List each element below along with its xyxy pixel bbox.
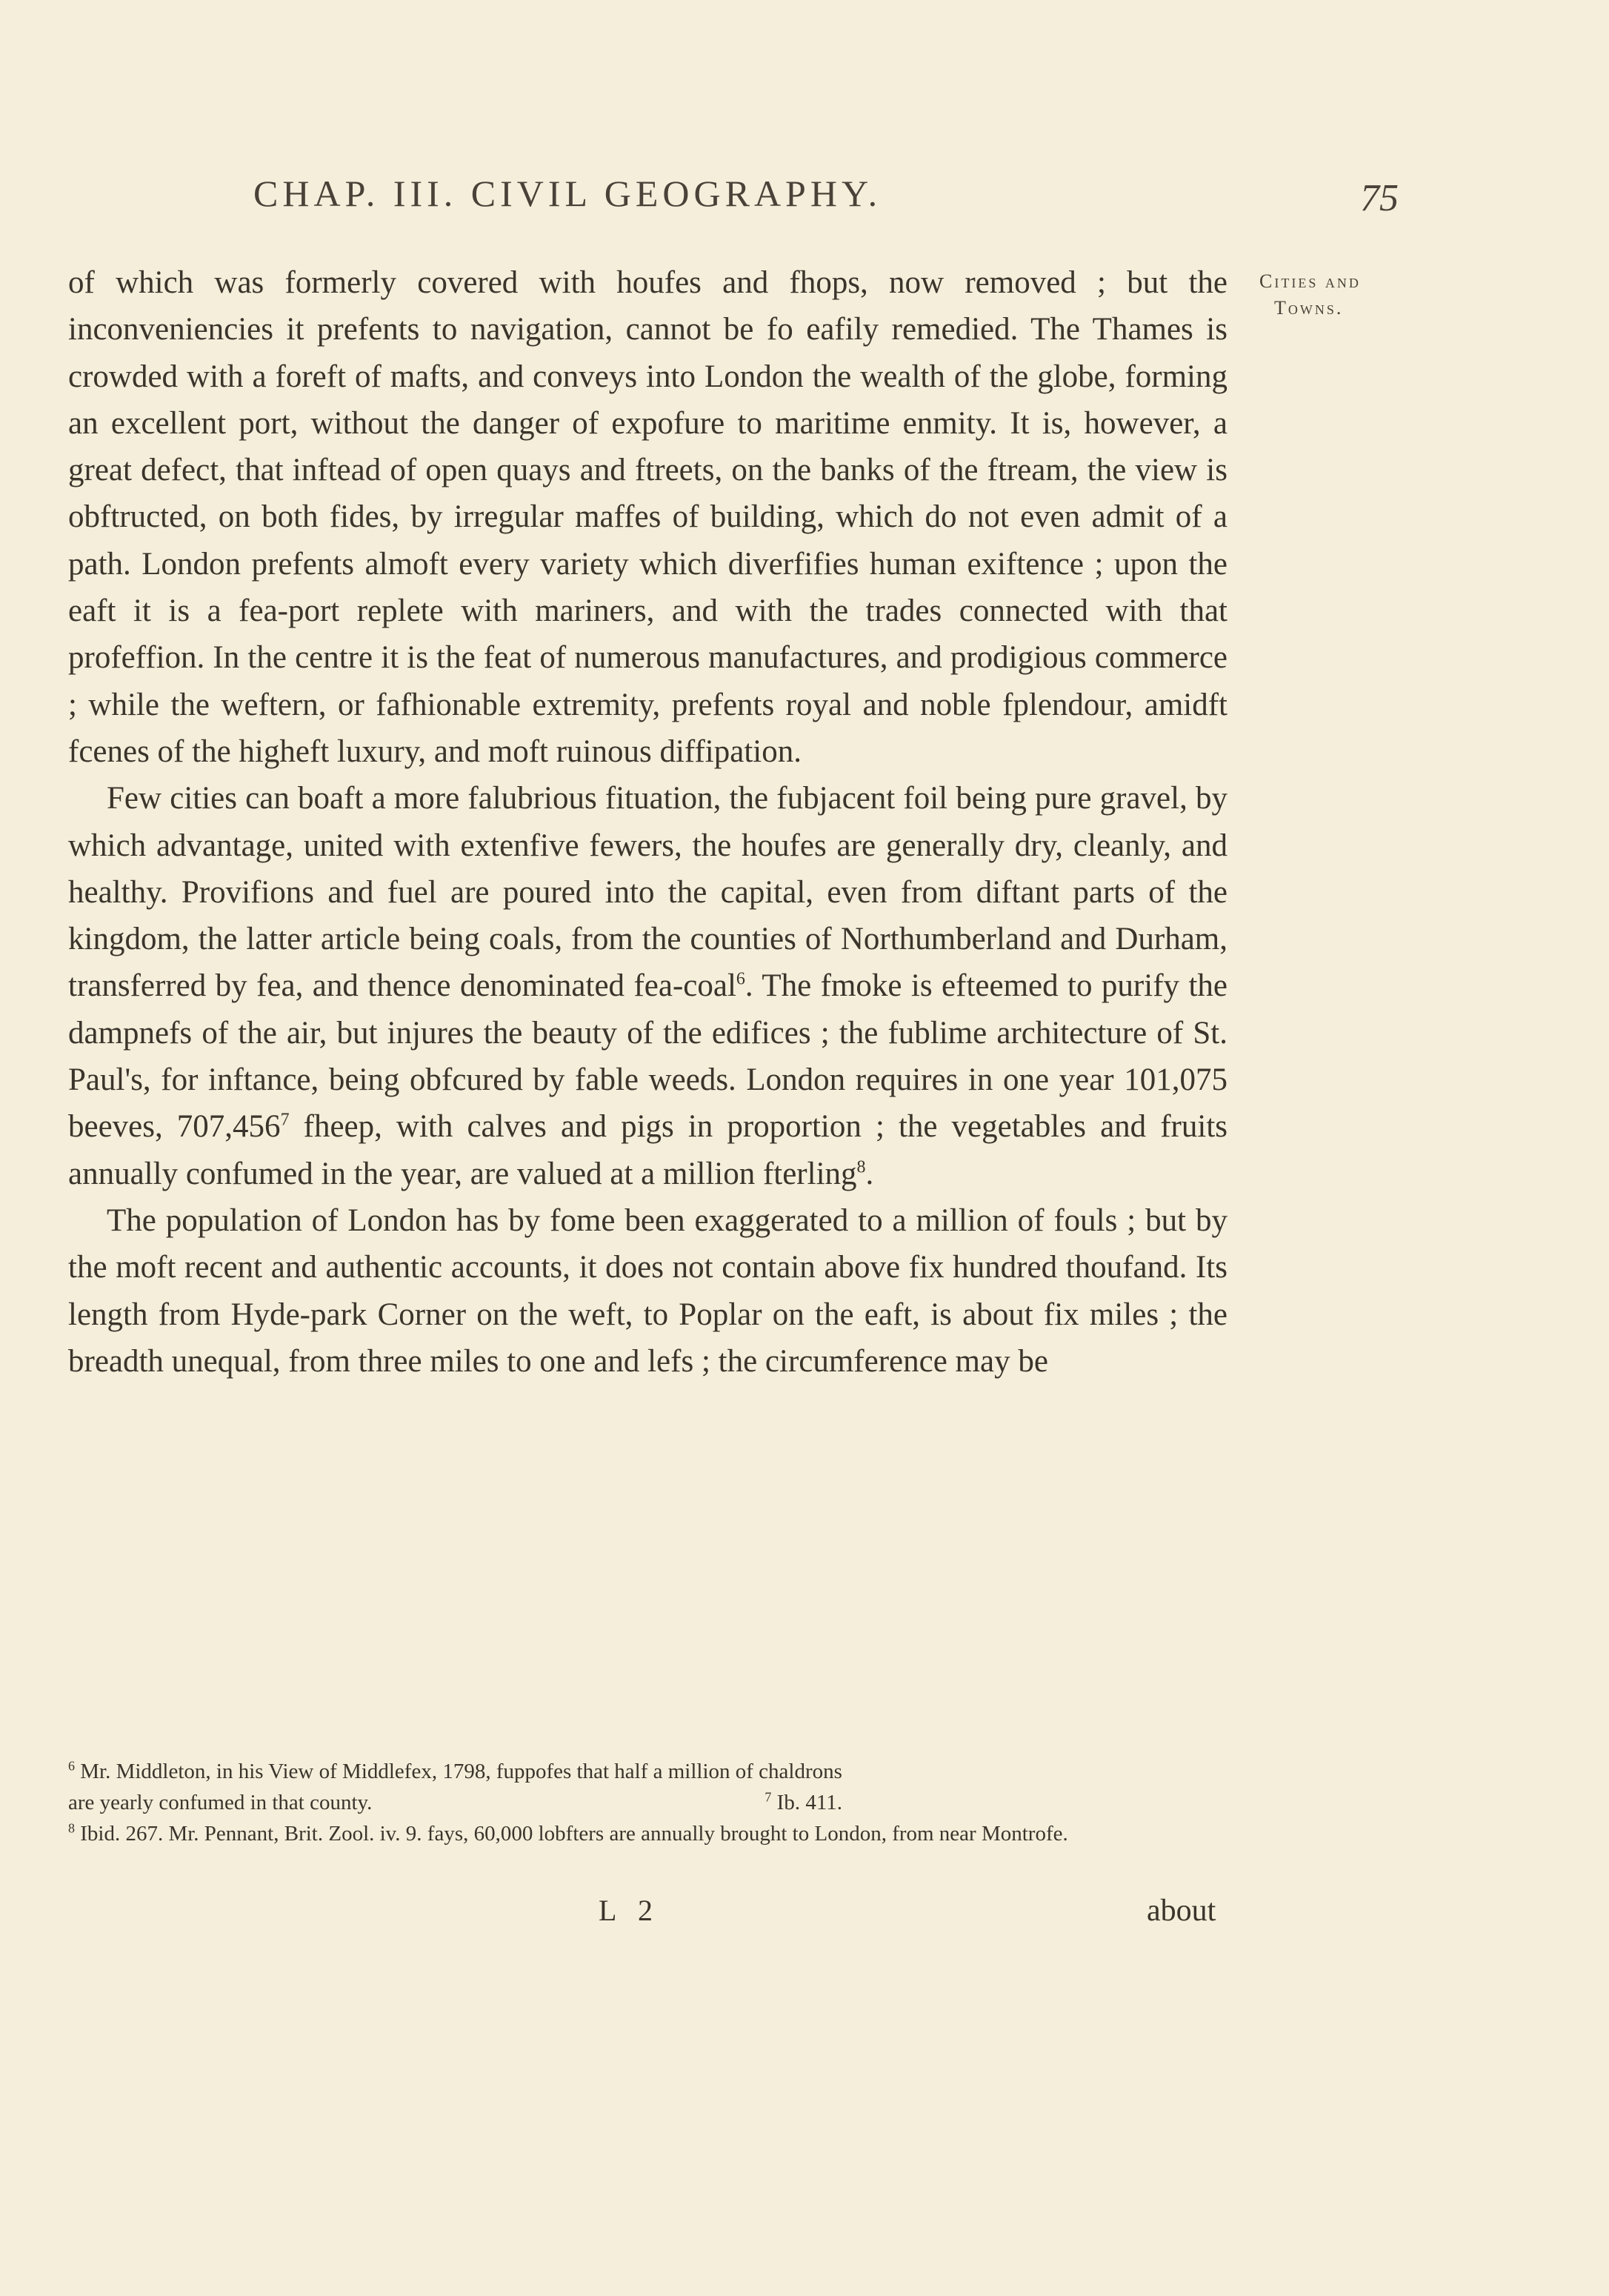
- footnote-6-text: Mr. Middleton, in his View of Middlefex, 1798, fuppofes that half a million of chaldrons: [80, 1760, 842, 1783]
- signature-mark: L 2: [599, 1894, 660, 1927]
- main-text: [68, 259, 1227, 1385]
- paragraph-2-part-a: Few cities can boaft a more falubrious fituation, the fubjacent foil being pure gravel, by which advantage, united with extenfive fewers, the houfes are generally dry, cleanly, and healthy. Provifions and fuel are poured into the capital, even from diftant parts of the kingdom, the latter article being coals, from the counties of Northumberland and Durham, transferred by fea, and thence denominated fea-coal: [68, 781, 1227, 1004]
- footnote-ref-7: 7: [280, 1111, 290, 1131]
- footnote-6-line-2: [68, 1787, 1227, 1818]
- chapter-title: CHAP. III. CIVIL GEOGRAPHY.: [253, 173, 882, 214]
- footnotes: [68, 1756, 1227, 1849]
- catchword: about: [1147, 1894, 1216, 1928]
- page-number: 75: [1360, 177, 1399, 219]
- footnote-6-mark: 6: [68, 1758, 75, 1774]
- footnote-7-text: Ib. 411.: [776, 1791, 842, 1814]
- footnote-7-mark: 7: [764, 1789, 772, 1805]
- margin-note-line-1: Cities and: [1259, 270, 1361, 292]
- footnote-8: [68, 1818, 1227, 1849]
- margin-note: [1259, 268, 1408, 322]
- footnote-8-text: Ibid. 267. Mr. Pennant, Brit. Zool. iv. 9. fays, 60,000 lobfters are annually brought to London, from near Montrofe.: [80, 1822, 1068, 1846]
- footnote-7: [764, 1787, 842, 1818]
- margin-note-line-2: Towns.: [1274, 297, 1344, 319]
- paragraph-3: The population of London has by fome been exaggerated to a million of fouls ; but by the moft recent and authentic accounts, it does not contain above fix hundred thoufand. Its length from Hyde-park Corner on the weft, to Poplar on the eaft, is about fix miles ; the breadth unequal, from three miles to one and lefs ; the circumference may be: [68, 1202, 1227, 1379]
- paragraph-2-part-b: . The fmoke is efteemed to purify the dampnefs of the air, but injures the beauty of the edifices ; the fublime architecture of St. Paul's, for inftance, being obfcured by fable weeds. London requires in one year 101,075 beeves, 707,456: [68, 968, 1227, 1145]
- footnote-8-mark: 8: [68, 1820, 75, 1836]
- paragraph-2-part-d: .: [865, 1156, 874, 1191]
- paragraph-1: of which was formerly covered with houfes and fhops, now removed ; but the inconveniencies it prefents to navigation, cannot be fo eafily remedied. The Thames is crowded with a foreft of mafts, and conveys into London the wealth of the globe, forming an excellent port, without the danger of expofure to maritime enmity. It is, however, a great defect, that inftead of open quays and ftreets, on the banks of the ftream, the view is obftructed, on both fides, by irregular maffes of building, which do not even admit of a path. London prefents almoft every variety which diverfifies human exiftence ; upon the eaft it is a fea-port replete with mariners, and with the trades connected with that profeffion. In the centre it is the feat of numerous manufactures, and prodigious commerce ; while the weftern, or fafhionable extremity, prefents royal and noble fplendour, amidft fcenes of the higheft luxury, and moft ruinous diffipation.: [68, 265, 1227, 769]
- running-header: [68, 172, 1399, 224]
- footnote-ref-6: 6: [736, 970, 745, 990]
- paragraph-2: [68, 775, 1227, 1197]
- paragraph-2-part-c: fheep, with calves and pigs in proportion ; the vegetables and fruits annually confumed in the year, are valued at a million fterling: [68, 1109, 1227, 1191]
- footnote-6-line-1: [68, 1756, 1227, 1787]
- footnote-ref-8: 8: [856, 1157, 866, 1177]
- footnote-6-text-cont: are yearly confumed in that county.: [68, 1791, 373, 1814]
